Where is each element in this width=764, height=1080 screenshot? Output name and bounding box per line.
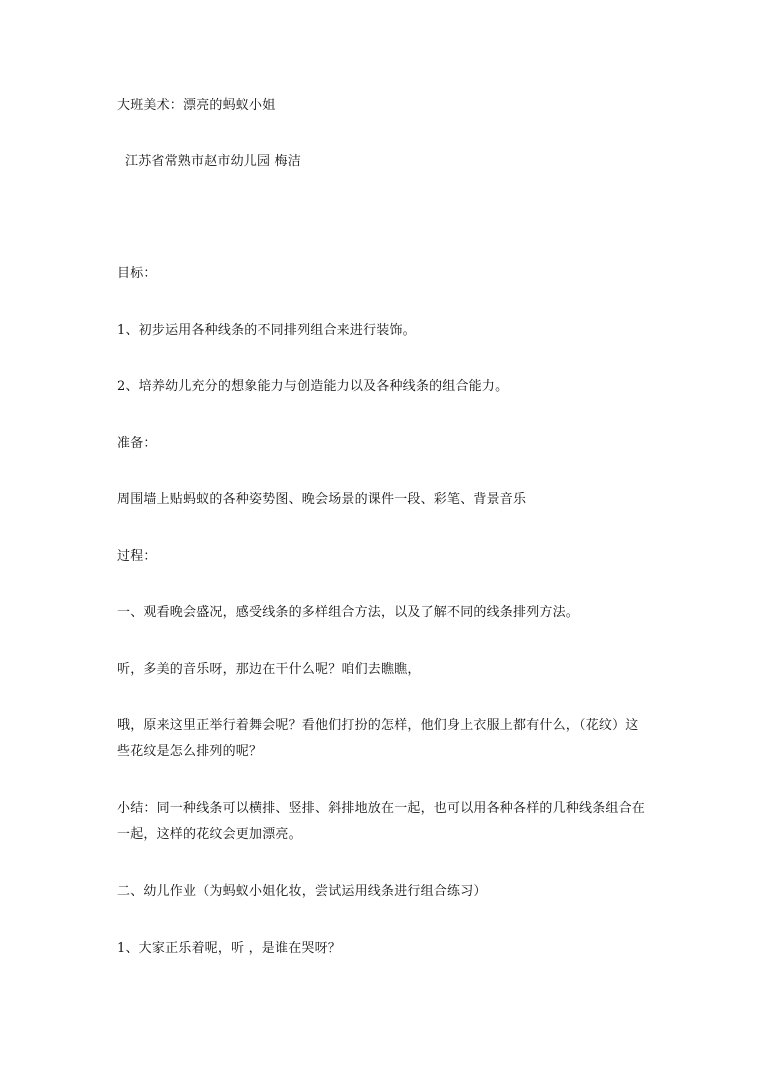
- paragraph-2-line-2: 些花纹是怎么排列的呢？: [117, 744, 263, 759]
- paragraph-2-line-1: 哦，原来这里正举行着舞会呢？看他们打扮的怎样，他们身上衣服上都有什么，（花纹）这: [117, 718, 639, 733]
- prep-text: 周围墙上贴蚂蚁的各种姿势图、晚会场景的课件一段、彩笔、背景音乐: [117, 492, 527, 507]
- goal-heading: 目标：: [117, 266, 157, 281]
- process-step-1: 一、观看晚会盛况，感受线条的多样组合方法，以及了解不同的线条排列方法。: [117, 605, 580, 620]
- goal-item-2: 2、培养幼儿充分的想象能力与创造能力以及各种线条的组合能力。: [117, 379, 509, 394]
- process-step-2-item-1: 1、大家正乐着呢，听 ，是谁在哭呀？: [117, 941, 342, 956]
- prep-heading: 准备：: [117, 436, 157, 451]
- document-title: 大班美术：漂亮的蚂蚁小姐: [117, 98, 276, 113]
- goal-item-1: 1、初步运用各种线条的不同排列组合来进行装饰。: [117, 323, 416, 338]
- paragraph-1: 听，多美的音乐呀，那边在干什么呢？咱们去瞧瞧，: [117, 662, 421, 677]
- summary-line-2: 一起，这样的花纹会更加漂亮。: [117, 827, 302, 842]
- process-step-2: 二、幼儿作业（为蚂蚁小姐化妆，尝试运用线条进行组合练习）: [117, 884, 487, 899]
- summary-line-1: 小结：同一种线条可以横排、竖排、斜排地放在一起，也可以用各种各样的几种线条组合在: [117, 801, 646, 816]
- process-heading: 过程：: [117, 549, 157, 564]
- author-line: 江苏省常熟市赵市幼儿园 梅洁: [125, 154, 301, 169]
